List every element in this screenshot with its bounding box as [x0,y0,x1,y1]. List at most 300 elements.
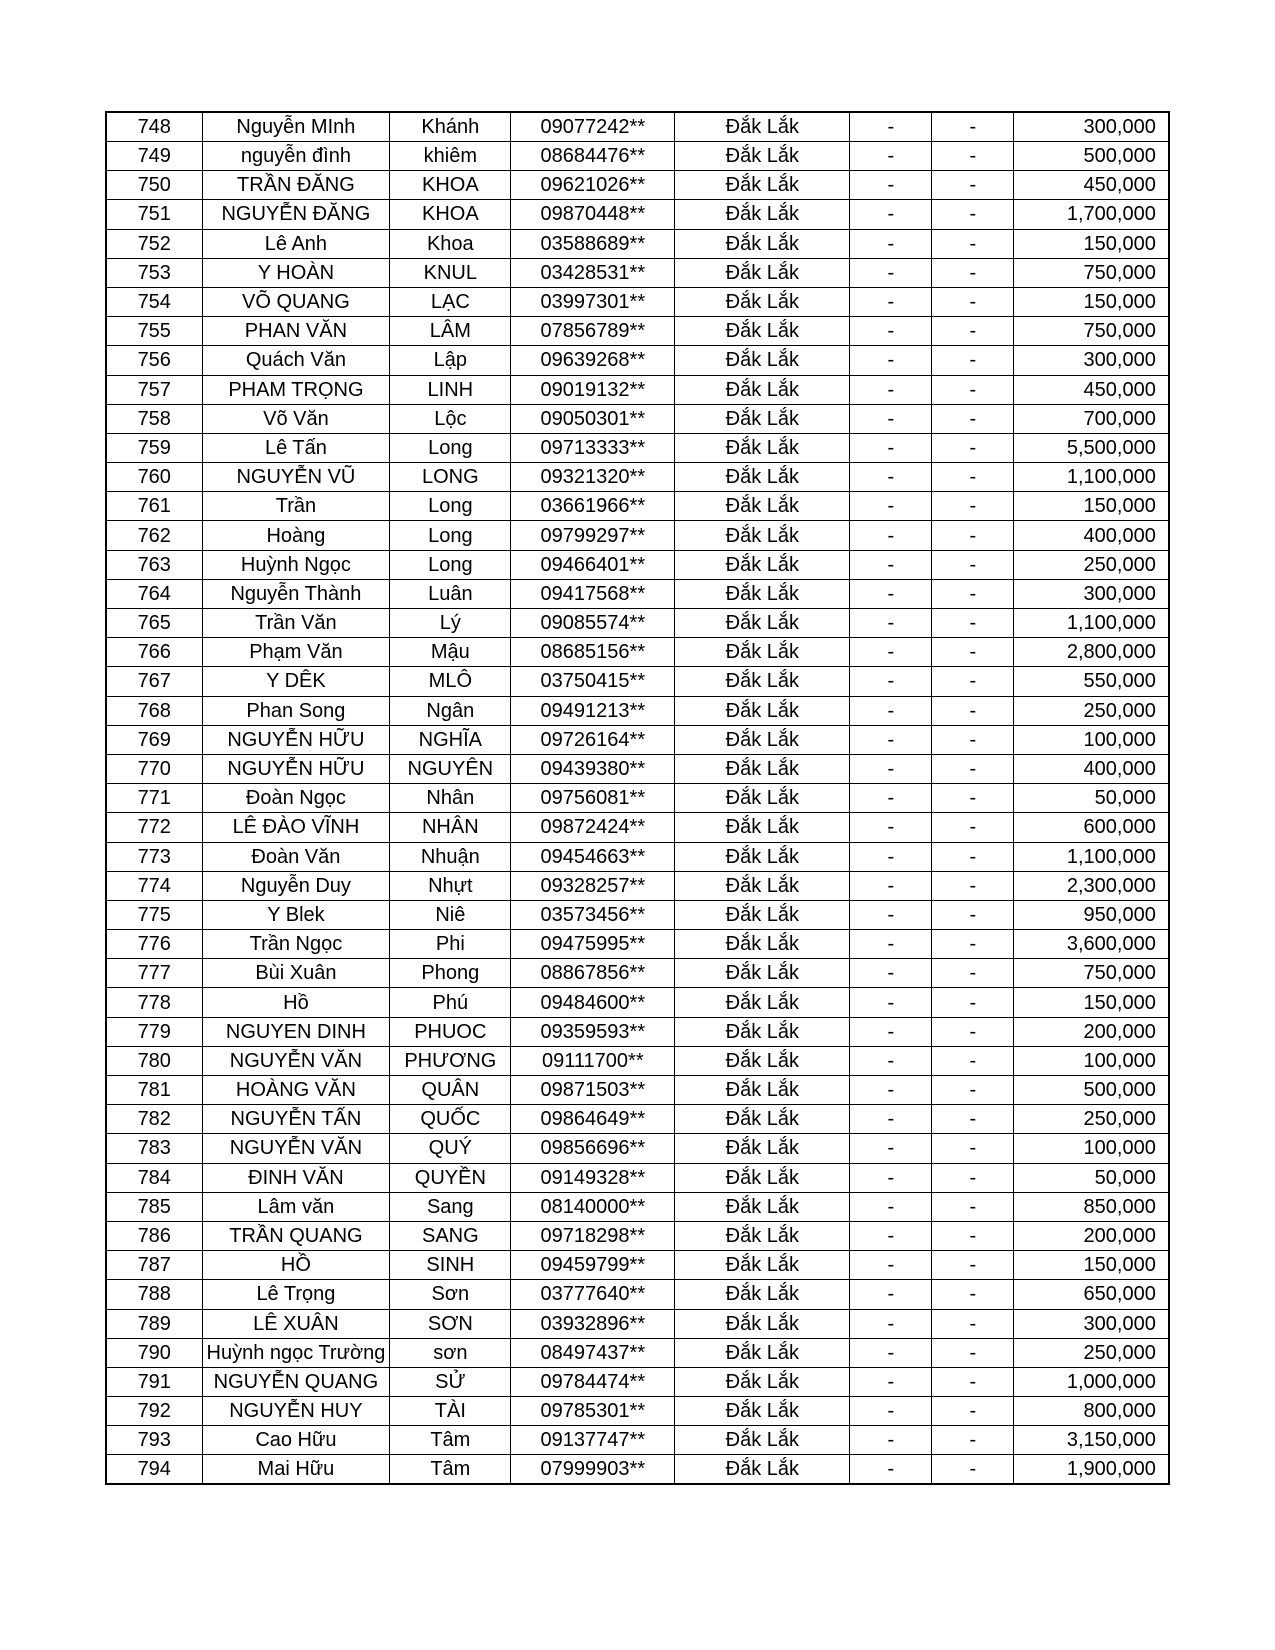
table-row [106,521,1169,550]
table-row [106,667,1169,696]
cell-given-name: Sơn [390,1280,511,1309]
cell-amount: 150,000 [1014,287,1169,316]
cell-row-number: 752 [106,229,202,258]
cell-blank-col-b: - [932,930,1014,959]
cell-amount: 750,000 [1014,258,1169,287]
cell-given-name: KNUL [390,258,511,287]
cell-row-number: 762 [106,521,202,550]
cell-blank-col-b: - [932,346,1014,375]
cell-province: Đắk Lắk [675,1192,850,1221]
cell-amount: 500,000 [1014,142,1169,171]
cell-row-number: 784 [106,1163,202,1192]
cell-province: Đắk Lắk [675,1455,850,1485]
cell-province: Đắk Lắk [675,112,850,142]
table-row [106,754,1169,783]
table-row [106,1017,1169,1046]
table-row [106,696,1169,725]
cell-blank-col-b: - [932,1046,1014,1075]
cell-last-middle-name: PHAN VĂN [202,317,390,346]
cell-blank-col-a: - [850,1397,932,1426]
cell-province: Đắk Lắk [675,1280,850,1309]
table-row [106,725,1169,754]
cell-phone-number: 03750415** [511,667,675,696]
cell-row-number: 751 [106,200,202,229]
table-row [106,142,1169,171]
cell-last-middle-name: Nguyễn Duy [202,871,390,900]
cell-amount: 600,000 [1014,813,1169,842]
table-row [106,404,1169,433]
cell-row-number: 755 [106,317,202,346]
cell-phone-number: 03932896** [511,1309,675,1338]
cell-phone-number: 09856696** [511,1134,675,1163]
table-row [106,287,1169,316]
cell-last-middle-name: Trần Ngọc [202,930,390,959]
cell-blank-col-b: - [932,287,1014,316]
cell-blank-col-a: - [850,492,932,521]
cell-blank-col-a: - [850,842,932,871]
cell-last-middle-name: TRẦN ĐĂNG [202,171,390,200]
cell-phone-number: 09870448** [511,200,675,229]
table-row [106,1397,1169,1426]
cell-amount: 800,000 [1014,1397,1169,1426]
cell-province: Đắk Lắk [675,317,850,346]
cell-blank-col-a: - [850,1192,932,1221]
cell-blank-col-a: - [850,1309,932,1338]
table-row [106,258,1169,287]
cell-province: Đắk Lắk [675,287,850,316]
table-row [106,930,1169,959]
cell-given-name: Long [390,521,511,550]
cell-phone-number: 09491213** [511,696,675,725]
cell-given-name: KHOA [390,171,511,200]
cell-province: Đắk Lắk [675,1309,850,1338]
cell-amount: 300,000 [1014,579,1169,608]
cell-amount: 50,000 [1014,1163,1169,1192]
cell-amount: 2,800,000 [1014,638,1169,667]
cell-blank-col-a: - [850,696,932,725]
cell-row-number: 748 [106,112,202,142]
cell-given-name: PHUOC [390,1017,511,1046]
table-row [106,1251,1169,1280]
cell-province: Đắk Lắk [675,200,850,229]
cell-amount: 400,000 [1014,754,1169,783]
cell-given-name: Phú [390,988,511,1017]
table-row [106,1309,1169,1338]
cell-given-name: KHOA [390,200,511,229]
cell-blank-col-b: - [932,1192,1014,1221]
cell-blank-col-a: - [850,930,932,959]
cell-province: Đắk Lắk [675,1367,850,1396]
cell-blank-col-b: - [932,492,1014,521]
cell-phone-number: 09756081** [511,784,675,813]
cell-province: Đắk Lắk [675,871,850,900]
cell-blank-col-a: - [850,404,932,433]
cell-blank-col-b: - [932,1338,1014,1367]
cell-blank-col-b: - [932,171,1014,200]
cell-province: Đắk Lắk [675,988,850,1017]
cell-given-name: Tâm [390,1455,511,1485]
cell-blank-col-b: - [932,1076,1014,1105]
cell-phone-number: 09475995** [511,930,675,959]
cell-given-name: MLÔ [390,667,511,696]
cell-row-number: 794 [106,1455,202,1485]
cell-province: Đắk Lắk [675,550,850,579]
cell-blank-col-b: - [932,1309,1014,1338]
cell-given-name: Luân [390,579,511,608]
cell-amount: 150,000 [1014,492,1169,521]
cell-blank-col-b: - [932,754,1014,783]
cell-amount: 1,000,000 [1014,1367,1169,1396]
cell-phone-number: 03997301** [511,287,675,316]
cell-given-name: Ngân [390,696,511,725]
cell-blank-col-a: - [850,667,932,696]
cell-given-name: SƠN [390,1309,511,1338]
cell-given-name: LONG [390,463,511,492]
table-row [106,317,1169,346]
cell-province: Đắk Lắk [675,930,850,959]
cell-row-number: 770 [106,754,202,783]
cell-phone-number: 09328257** [511,871,675,900]
cell-phone-number: 09137747** [511,1426,675,1455]
cell-phone-number: 09484600** [511,988,675,1017]
cell-row-number: 786 [106,1221,202,1250]
cell-given-name: LÂM [390,317,511,346]
cell-row-number: 789 [106,1309,202,1338]
cell-province: Đắk Lắk [675,579,850,608]
cell-given-name: Nhựt [390,871,511,900]
cell-phone-number: 03428531** [511,258,675,287]
table-row [106,813,1169,842]
cell-blank-col-b: - [932,463,1014,492]
cell-given-name: SANG [390,1221,511,1250]
cell-blank-col-b: - [932,1367,1014,1396]
cell-blank-col-a: - [850,813,932,842]
cell-amount: 250,000 [1014,550,1169,579]
cell-last-middle-name: Phan Song [202,696,390,725]
cell-given-name: Long [390,492,511,521]
cell-blank-col-a: - [850,375,932,404]
cell-amount: 300,000 [1014,346,1169,375]
cell-blank-col-a: - [850,725,932,754]
cell-province: Đắk Lắk [675,1221,850,1250]
cell-blank-col-a: - [850,754,932,783]
cell-blank-col-a: - [850,1280,932,1309]
cell-phone-number: 03588689** [511,229,675,258]
cell-last-middle-name: Y HOÀN [202,258,390,287]
cell-phone-number: 09872424** [511,813,675,842]
cell-given-name: Phi [390,930,511,959]
cell-blank-col-b: - [932,317,1014,346]
cell-province: Đắk Lắk [675,433,850,462]
cell-province: Đắk Lắk [675,609,850,638]
cell-province: Đắk Lắk [675,813,850,842]
cell-blank-col-b: - [932,112,1014,142]
cell-phone-number: 09459799** [511,1251,675,1280]
cell-row-number: 771 [106,784,202,813]
cell-blank-col-a: - [850,200,932,229]
cell-blank-col-b: - [932,813,1014,842]
cell-province: Đắk Lắk [675,404,850,433]
cell-amount: 850,000 [1014,1192,1169,1221]
cell-amount: 200,000 [1014,1221,1169,1250]
table-row [106,492,1169,521]
cell-last-middle-name: Quách Văn [202,346,390,375]
cell-row-number: 788 [106,1280,202,1309]
cell-amount: 200,000 [1014,1017,1169,1046]
cell-amount: 500,000 [1014,1076,1169,1105]
cell-row-number: 764 [106,579,202,608]
cell-row-number: 783 [106,1134,202,1163]
cell-blank-col-a: - [850,317,932,346]
cell-phone-number: 09417568** [511,579,675,608]
cell-given-name: Long [390,550,511,579]
cell-amount: 5,500,000 [1014,433,1169,462]
cell-row-number: 781 [106,1076,202,1105]
cell-province: Đắk Lắk [675,1105,850,1134]
cell-given-name: Khoa [390,229,511,258]
table-row [106,1280,1169,1309]
cell-phone-number: 09639268** [511,346,675,375]
cell-given-name: Phong [390,959,511,988]
cell-given-name: PHƯƠNG [390,1046,511,1075]
cell-amount: 250,000 [1014,1105,1169,1134]
cell-blank-col-b: - [932,667,1014,696]
cell-blank-col-b: - [932,959,1014,988]
cell-row-number: 750 [106,171,202,200]
cell-last-middle-name: Lâm văn [202,1192,390,1221]
cell-row-number: 773 [106,842,202,871]
cell-given-name: SỬ [390,1367,511,1396]
cell-given-name: LINH [390,375,511,404]
cell-last-middle-name: TRẦN QUANG [202,1221,390,1250]
cell-given-name: Mậu [390,638,511,667]
cell-given-name: NGHĨA [390,725,511,754]
cell-last-middle-name: NGUYỄN HUY [202,1397,390,1426]
cell-province: Đắk Lắk [675,696,850,725]
cell-given-name: sơn [390,1338,511,1367]
cell-blank-col-a: - [850,1076,932,1105]
cell-blank-col-a: - [850,550,932,579]
cell-blank-col-a: - [850,112,932,142]
cell-last-middle-name: Trần [202,492,390,521]
table-row [106,550,1169,579]
cell-last-middle-name: NGUYỄN TẤN [202,1105,390,1134]
cell-last-middle-name: Phạm Văn [202,638,390,667]
cell-last-middle-name: NGUYỄN VŨ [202,463,390,492]
cell-last-middle-name: Võ Văn [202,404,390,433]
cell-row-number: 765 [106,609,202,638]
cell-blank-col-a: - [850,579,932,608]
cell-blank-col-a: - [850,1455,932,1485]
cell-amount: 1,100,000 [1014,463,1169,492]
table-row [106,1338,1169,1367]
cell-last-middle-name: Y DÊK [202,667,390,696]
table-row [106,1455,1169,1485]
cell-blank-col-a: - [850,959,932,988]
cell-row-number: 759 [106,433,202,462]
cell-phone-number: 09799297** [511,521,675,550]
cell-phone-number: 07856789** [511,317,675,346]
cell-given-name: Niê [390,900,511,929]
cell-last-middle-name: NGUYỄN VĂN [202,1134,390,1163]
cell-blank-col-b: - [932,638,1014,667]
cell-blank-col-b: - [932,900,1014,929]
cell-blank-col-a: - [850,433,932,462]
cell-phone-number: 09077242** [511,112,675,142]
cell-last-middle-name: LÊ ĐÀO VĨNH [202,813,390,842]
cell-province: Đắk Lắk [675,1426,850,1455]
cell-province: Đắk Lắk [675,346,850,375]
cell-blank-col-b: - [932,1017,1014,1046]
cell-amount: 1,100,000 [1014,609,1169,638]
cell-blank-col-b: - [932,1163,1014,1192]
cell-row-number: 749 [106,142,202,171]
cell-phone-number: 09439380** [511,754,675,783]
cell-phone-number: 08140000** [511,1192,675,1221]
cell-last-middle-name: Hồ [202,988,390,1017]
cell-amount: 750,000 [1014,317,1169,346]
cell-province: Đắk Lắk [675,959,850,988]
cell-blank-col-a: - [850,142,932,171]
cell-given-name: Nhân [390,784,511,813]
cell-row-number: 756 [106,346,202,375]
table-row [106,1221,1169,1250]
cell-blank-col-b: - [932,1455,1014,1485]
cell-blank-col-a: - [850,258,932,287]
cell-amount: 550,000 [1014,667,1169,696]
cell-phone-number: 09784474** [511,1367,675,1396]
table-row [106,988,1169,1017]
cell-last-middle-name: ĐINH VĂN [202,1163,390,1192]
cell-given-name: Lập [390,346,511,375]
table-row [106,1367,1169,1396]
cell-province: Đắk Lắk [675,229,850,258]
cell-province: Đắk Lắk [675,463,850,492]
cell-blank-col-a: - [850,521,932,550]
cell-blank-col-a: - [850,1367,932,1396]
cell-province: Đắk Lắk [675,842,850,871]
cell-last-middle-name: NGUYỄN VĂN [202,1046,390,1075]
cell-province: Đắk Lắk [675,638,850,667]
cell-row-number: 793 [106,1426,202,1455]
cell-blank-col-b: - [932,725,1014,754]
table-row [106,1076,1169,1105]
cell-blank-col-b: - [932,375,1014,404]
cell-phone-number: 09321320** [511,463,675,492]
cell-blank-col-a: - [850,1046,932,1075]
table-row [106,842,1169,871]
cell-amount: 700,000 [1014,404,1169,433]
cell-row-number: 790 [106,1338,202,1367]
cell-blank-col-b: - [932,1397,1014,1426]
cell-row-number: 763 [106,550,202,579]
cell-given-name: Sang [390,1192,511,1221]
cell-blank-col-b: - [932,1221,1014,1250]
cell-row-number: 780 [106,1046,202,1075]
cell-amount: 250,000 [1014,1338,1169,1367]
cell-blank-col-a: - [850,1426,932,1455]
cell-amount: 250,000 [1014,696,1169,725]
cell-amount: 100,000 [1014,1046,1169,1075]
table-row [106,433,1169,462]
cell-phone-number: 08497437** [511,1338,675,1367]
cell-amount: 3,150,000 [1014,1426,1169,1455]
cell-row-number: 787 [106,1251,202,1280]
cell-given-name: Khánh [390,112,511,142]
cell-province: Đắk Lắk [675,725,850,754]
cell-row-number: 777 [106,959,202,988]
cell-row-number: 757 [106,375,202,404]
cell-blank-col-b: - [932,609,1014,638]
cell-given-name: LẠC [390,287,511,316]
cell-blank-col-a: - [850,871,932,900]
cell-last-middle-name: Cao Hữu [202,1426,390,1455]
cell-amount: 150,000 [1014,229,1169,258]
cell-phone-number: 09621026** [511,171,675,200]
cell-last-middle-name: Lê Trọng [202,1280,390,1309]
cell-blank-col-b: - [932,842,1014,871]
table-row [106,200,1169,229]
cell-blank-col-b: - [932,784,1014,813]
cell-phone-number: 03661966** [511,492,675,521]
cell-amount: 3,600,000 [1014,930,1169,959]
cell-row-number: 769 [106,725,202,754]
cell-amount: 2,300,000 [1014,871,1169,900]
cell-row-number: 767 [106,667,202,696]
cell-province: Đắk Lắk [675,784,850,813]
cell-province: Đắk Lắk [675,900,850,929]
cell-amount: 450,000 [1014,171,1169,200]
cell-row-number: 782 [106,1105,202,1134]
cell-row-number: 754 [106,287,202,316]
cell-province: Đắk Lắk [675,1046,850,1075]
cell-blank-col-b: - [932,550,1014,579]
cell-blank-col-b: - [932,200,1014,229]
cell-blank-col-a: - [850,1221,932,1250]
cell-last-middle-name: Đoàn Văn [202,842,390,871]
cell-last-middle-name: NGUYỄN HỮU [202,754,390,783]
table-row [106,784,1169,813]
cell-blank-col-b: - [932,1251,1014,1280]
cell-province: Đắk Lắk [675,667,850,696]
cell-phone-number: 09111700** [511,1046,675,1075]
cell-blank-col-b: - [932,1134,1014,1163]
cell-amount: 50,000 [1014,784,1169,813]
cell-last-middle-name: NGUYỄN ĐĂNG [202,200,390,229]
cell-blank-col-b: - [932,258,1014,287]
cell-phone-number: 09785301** [511,1397,675,1426]
table-row [106,1046,1169,1075]
cell-row-number: 758 [106,404,202,433]
cell-amount: 750,000 [1014,959,1169,988]
cell-blank-col-b: - [932,1426,1014,1455]
cell-row-number: 792 [106,1397,202,1426]
cell-phone-number: 09085574** [511,609,675,638]
cell-given-name: NGUYÊN [390,754,511,783]
cell-last-middle-name: PHAM TRỌNG [202,375,390,404]
cell-province: Đắk Lắk [675,1134,850,1163]
cell-phone-number: 09871503** [511,1076,675,1105]
cell-given-name: QUÂN [390,1076,511,1105]
cell-province: Đắk Lắk [675,1251,850,1280]
cell-province: Đắk Lắk [675,1397,850,1426]
table-row [106,112,1169,142]
cell-blank-col-a: - [850,463,932,492]
cell-blank-col-a: - [850,1251,932,1280]
cell-blank-col-a: - [850,988,932,1017]
cell-row-number: 761 [106,492,202,521]
cell-blank-col-b: - [932,988,1014,1017]
